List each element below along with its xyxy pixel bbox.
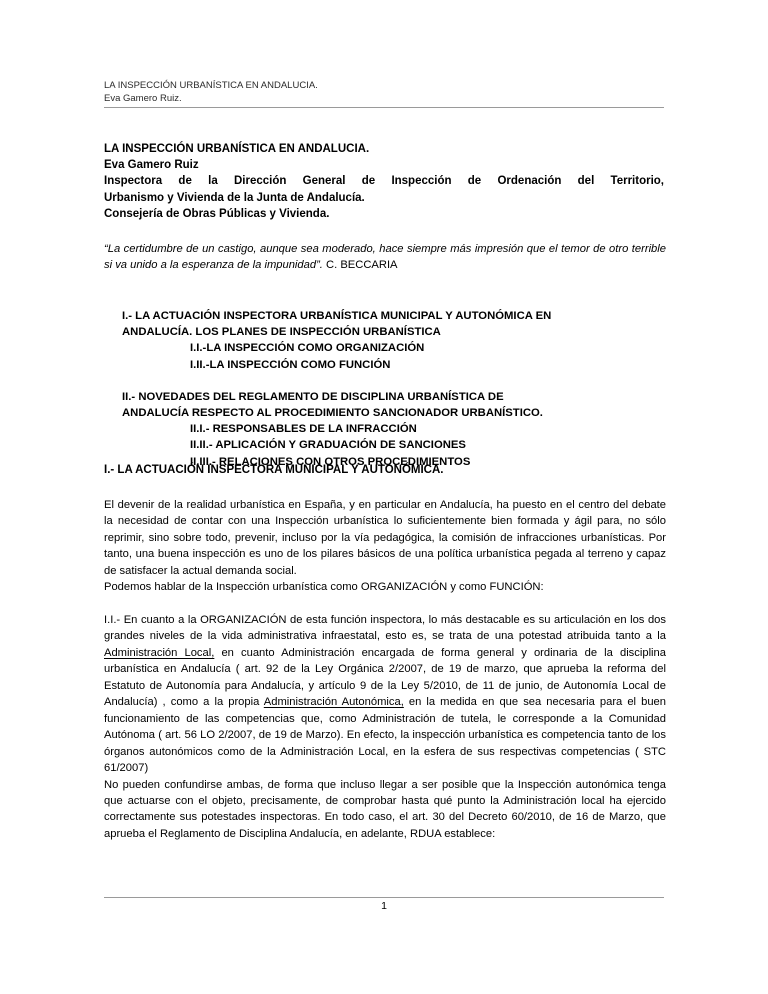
underlined-term-administracion-autonomica: Administración Autonómica, [263,696,404,709]
document-title: LA INSPECCIÓN URBANÍSTICA EN ANDALUCIA. [104,143,370,155]
running-header-title: LA INSPECCIÓN URBANÍSTICA EN ANDALUCIA. [104,80,318,91]
body-paragraph-2 [104,612,666,842]
toc-subitem-ii-i: II.I.- RESPONSABLES DE LA INFRACCIÓN [190,423,417,436]
epigraph-quote [104,241,666,274]
author-name: Eva Gamero Ruiz [104,159,199,172]
author-affiliation-line-1: Inspectora de la Dirección General de Inspección de Ordenación del Territorio, [104,175,664,188]
running-header-author: Eva Gamero Ruiz. [104,92,182,104]
author-department: Consejería de Obras Públicas y Vivienda. [104,207,330,220]
footer-divider [104,897,664,898]
toc-heading-1-line-2: ANDALUCÍA. LOS PLANES DE INSPECCIÓN URBANÍSTICA [122,326,441,339]
paragraph-2-segment-3: en la medida en que sea necesaria para el buen funcionamiento de las competencias que, como Administración de tutela, le corresponde a la Comunidad Autónoma ( art. 56 LO 2/2007, de 19 de Marzo). En efecto, la inspección urbanística es competencia tanto de los órganos autonómicos como de la Administración Local, en la esfera de sus respectivas competencias ( STC 61/2007) [104,696,667,775]
header-divider [104,107,664,108]
quote-attribution: C. BECCARIA [322,259,398,272]
paragraph-2-segment-2: en cuanto Administración encargada de forma general y ordinaria de la disciplina urbanística en Andalucía ( art. 92 de la Ley Orgánica 2/2007, de 19 de marzo, que aprueba la reforma del Estatuto de Autonomía para Andalucía, y artículo 9 de la Ley 5/2010, de 11 de junio, de Autonomía Local de Andalucía) , como a la propia [104,646,666,709]
toc-subitem-ii-ii: II.II.- APLICACIÓN Y GRADUACIÓN DE SANCIONES [190,439,466,452]
table-of-contents [122,308,666,470]
paragraph-2-segment-1: I.I.- En cuanto a la ORGANIZACIÓN de esta función inspectora, lo más destacable es su articulación en los dos grandes niveles de la vida administrativa infraestatal, esto es, se trata de una potestad atribuida tanto a la [104,614,666,643]
toc-heading-1-line-1: I.- LA ACTUACIÓN INSPECTORA URBANÍSTICA MUNICIPAL Y AUTONÓMICA EN [122,310,552,322]
toc-subitem-i-i: I.I.-LA INSPECCIÓN COMO ORGANIZACIÓN [190,342,425,355]
toc-group-1 [122,308,666,373]
quote-text: “La certidumbre de un castigo, aunque sea moderado, hace siempre más impresión que el temor de otro terrible si va unido a la esperanza de la impunidad”. [104,243,666,272]
toc-subitem-i-ii: I.II.-LA INSPECCIÓN COMO FUNCIÓN [190,358,391,371]
section-heading-i: I.- LA ACTUACIÓN INSPECTORA MUNICIPAL Y AUTONÓMICA. [104,464,444,476]
paragraph-2-text [104,612,666,777]
page-number: 1 [381,900,387,912]
body-paragraph-1 [104,497,666,596]
underlined-term-administracion-local: Administración Local, [104,646,215,659]
paragraph-1-text: El devenir de la realidad urbanística en España, y en particular en Andalucía, ha puesto en el centro del debate la necesidad de contar con una Inspección urbanística lo suficientemente bien formada y ágil para, no sólo reprimir, sino sobre todo, prevenir, incluso por la vía pedagógica, la comisión de infracciones urbanísticas. Por tanto, una buena inspección es uno de los pilares básicos de una política urbanística pegada al terreno y capaz de satisfacer la actual demanda social. [104,499,666,577]
title-block [104,141,664,222]
toc-heading-2-line-2: ANDALUCÍA RESPECTO AL PROCEDIMIENTO SANCIONADOR URBANÍSTICO. [122,407,543,420]
author-affiliation-line-2: Urbanismo y Vivienda de la Junta de Andalucía. [104,191,365,204]
paragraph-1-closing: Podemos hablar de la Inspección urbanística como ORGANIZACIÓN y como FUNCIÓN: [104,581,544,594]
toc-heading-2-line-1: II.- NOVEDADES DEL REGLAMENTO DE DISCIPLINA URBANÍSTICA DE [122,390,504,403]
paragraph-2-segment-4: No pueden confundirse ambas, de forma que incluso llegar a ser posible que la Inspección autonómica tenga que actuarse con el objeto, precisamente, de comprobar hasta qué punto la Administración local ha ejercido correctamente sus potestades inspectoras. En todo caso, el art. 30 del Decreto 60/2010, de 16 de Marzo, que aprueba el Reglamento de Disciplina Andalucía, en adelante, RDUA establece: [104,778,666,840]
toc-group-2 [122,389,666,470]
running-header [104,80,664,105]
toc-subitem-ii-iii: II.III.- RELACIONES CON OTROS PROCEDIMIENTOS [190,455,471,468]
